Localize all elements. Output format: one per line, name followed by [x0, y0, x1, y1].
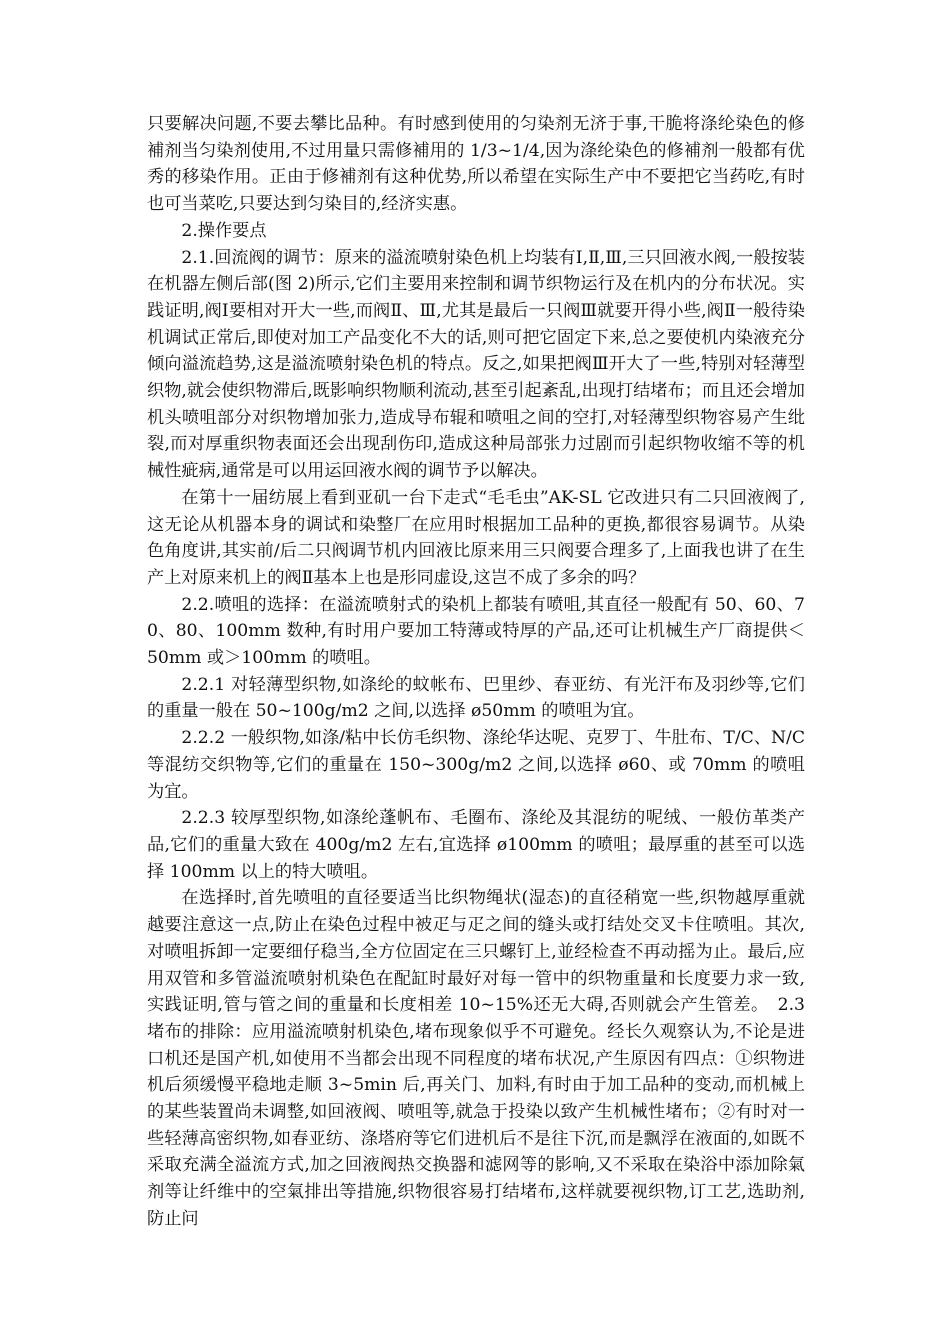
- section-heading-operation-points: 2.操作要点: [181, 220, 267, 241]
- paragraph-return-valve: 2.1.回流阀的调节：原来的溢流喷射染色机上均装有Ⅰ,Ⅱ,Ⅲ,三只回液水阀,一般按装在机器左侧后部(图 2)所示,它们主要用来控制和调节织物运行及在机内的分布状况。实践证明,阀Ⅰ要相对开大一些,而阀Ⅱ、Ⅲ,尤其是最后一只阀Ⅲ就要开得小些,阀Ⅱ一般待染机调试正常后,即使对加工产品变化不大的话,则可把它固定下来,总之要使机内染液充分倾向溢流趋势,这是溢流喷射染色机的特点。反之,如果把阀Ⅲ开大了一些,特别对轻薄型织物,就会使织物滞后,既影响织物顺利流动,甚至引起紊乱,出现打结堵布；而且还会增加机头喷咀部分对织物增加张力,造成导布辊和喷咀之间的空打,对轻薄型织物容易产生纰裂,而对厚重织物表面还会出现刮伤印,造成这种局部张力过剧而引起织物收缩不等的机械性疵病,通常是可以用运回液水阀的调节予以解决。: [147, 247, 805, 482]
- paragraph-exhibition-note: 在第十一届纺展上看到亚矶一台下走式“毛毛虫”AK-SL 它改进只有二只回液阀了,这无论从机器本身的调试和染整厂在应用时根据加工品种的更换,都很容易调节。从染色角度讲,其实前/后二只阀调节机内回液比原来用三只阀要合理多了,上面我也讲了在生产上对原来机上的阀Ⅱ基本上也是形同虚设,这岂不成了多余的吗？: [147, 487, 805, 588]
- paragraph-leveling-agent: 只要解决问题,不要去攀比品种。有时感到使用的匀染剂无济于事,干脆将涤纶染色的修補剂当匀染剂使用,不过用量只需修補用的 1/3~1/4,因为涤纶染色的修補剂一般都有优秀的移染作用。正由于修補剂有这种优势,所以希望在实际生产中不要把它当药吃,有时也可当菜吃,只要达到匀染目的,经济实惠。: [147, 114, 805, 215]
- paragraph-nozzle-selection: 2.2.喷咀的选择：在溢流喷射式的染机上都装有喷咀,其直径一般配有 50、60、70、80、100mm 数种,有时用户要加工特薄或特厚的产品,还可让机械生产厂商提供＜50mm 或＞100mm 的喷咀。: [147, 594, 805, 669]
- paragraph-general-fabrics: 2.2.2 一般织物,如涤/粘中长仿毛织物、涤纶华达呢、克罗丁、牛肚布、T/C、N/C 等混纺交织物等,它们的重量在 150~300g/m2 之间,以选择 ø60、或 70mm 的喷咀为宜。: [147, 728, 805, 802]
- document-body: [147, 111, 805, 1233]
- paragraph-heavy-fabrics: 2.2.3 较厚型织物,如涤纶蓬帆布、毛圈布、涤纶及其混纺的呢绒、一般仿革类产品,它们的重量大致在 400g/m2 左右,宜选择 ø100mm 的喷咀；最厚重的甚至可以选择 100mm 以上的特大喷咀。: [147, 808, 805, 882]
- paragraph-selection-and-blockage: 在选择时,首先喷咀的直径要适当比织物绳状(湿态)的直径稍宽一些,织物越厚重就越要注意这一点,防止在染色过程中被疋与疋之间的缝头或打结处交叉卡住喷咀。其次,对喷咀拆卸一定要细仔稳当,全方位固定在三只螺钉上,並经检查不再动摇为止。最后,应用双管和多管溢流喷射机染色在配缸时最好对每一管中的织物重量和长度要力求一致,实践证明,管与管之间的重量和长度相差 10~15%还无大碍,否则就会产生管差。 2.3 堵布的排除：应用溢流喷射机染色,堵布现象似乎不可避免。经长久观察认为,不论是进口机还是国产机,如使用不当都会出现不同程度的堵布状况,产生原因有四点：①织物进机后须缓慢平稳地走顺 3~5min 后,再关门、加料,有时由于加工品种的变动,而机械上的某些装置尚未调整,如回液阀、喷咀等,就急于投染以致产生机械性堵布；②有时对一些轻薄高密织物,如春亚纺、涤塔府等它们进机后不是往下沉,而是飘浮在液面的,如既不采取充满全溢流方式,加之回液阀热交换器和滤网等的影响,又不采取在染浴中添加除氣剂等让纤维中的空氣排出等措施,织物很容易打结堵布,这样就要视织物,订工艺,选助剂,防止问: [147, 888, 805, 1229]
- paragraph-light-fabrics: 2.2.1 对轻薄型织物,如涤纶的蚊帐布、巴里纱、春亚纺、有光汗布及羽纱等,它们的重量一般在 50~100g/m2 之间,以选择 ø50mm 的喷咀为宜。: [147, 674, 805, 722]
